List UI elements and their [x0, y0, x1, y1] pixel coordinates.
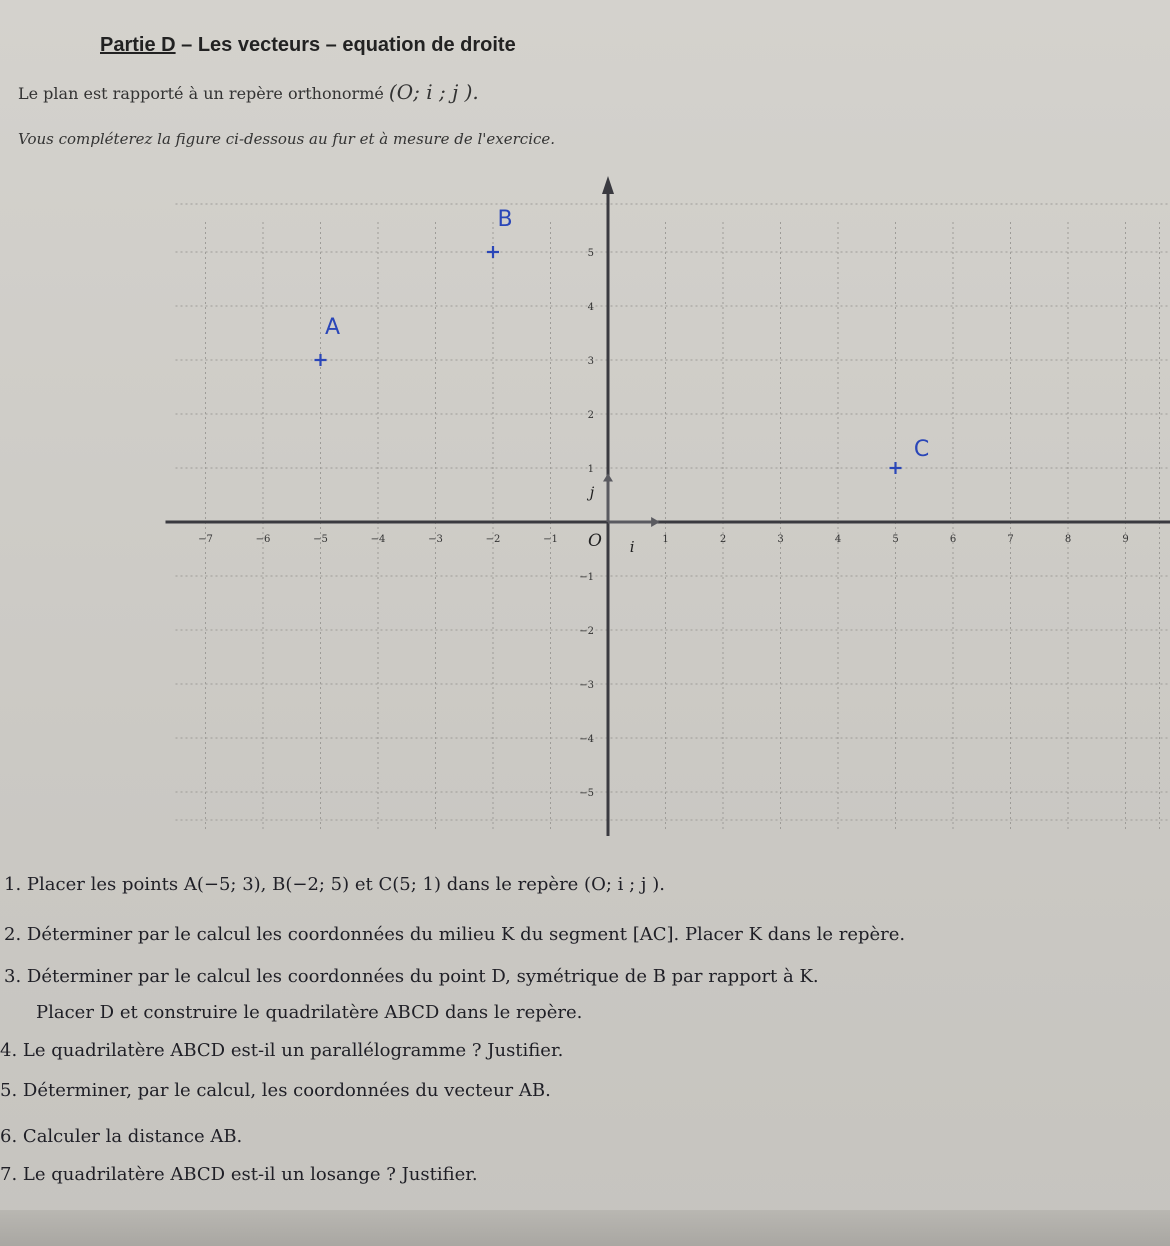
question-2 [4, 924, 905, 945]
y-tick-label: 2 [587, 410, 594, 421]
y-tick-label: −2 [579, 626, 594, 637]
question-3 [4, 966, 819, 987]
x-tick-label: −2 [485, 534, 501, 545]
y-tick-label: 4 [587, 302, 594, 313]
y-tick-label: −4 [579, 734, 594, 745]
point-a [315, 315, 341, 366]
y-tick-label: −1 [579, 572, 594, 583]
unit-i-label: i [629, 538, 635, 556]
question-number: 5. [0, 1080, 18, 1101]
grid [176, 204, 1170, 832]
question-text: Le quadrilatère ABCD est-il un losange ? Justifier. [22, 1164, 478, 1185]
x-tick-label: 8 [1064, 534, 1072, 545]
question-1 [4, 874, 665, 895]
point-b [487, 207, 513, 258]
question-number: 1. [4, 874, 22, 895]
question-6 [0, 1126, 242, 1147]
unit-vector-j-arrow-icon [603, 473, 613, 481]
point-label: B [497, 207, 513, 232]
y-axis-arrow-icon [602, 176, 614, 194]
x-tick-label: 9 [1122, 534, 1129, 545]
intro-line-1 [18, 80, 479, 104]
question-number: 2. [4, 924, 22, 945]
question-text: Placer les points A(−5; 3), B(−2; 5) et C(5; 1) dans le repère (O; i ; j ). [26, 874, 665, 895]
x-tick-label: 3 [777, 534, 784, 545]
plotted-points [315, 207, 930, 474]
question-text: Calculer la distance AB. [22, 1126, 243, 1147]
y-tick-label: 5 [587, 248, 594, 259]
title-text: – Les vecteurs – equation de droite [175, 34, 516, 56]
question-number: 4. [0, 1040, 18, 1061]
question-4 [0, 1040, 563, 1061]
y-tick-label: −5 [579, 788, 594, 799]
question-number: 7. [0, 1164, 18, 1185]
x-tick-label: 7 [1007, 534, 1014, 545]
page-bottom-shadow [0, 1210, 1170, 1246]
intro-line-2: Vous compléterez la figure ci-dessous au fur et à mesure de l'exercice. [18, 130, 556, 148]
origin-label: O [588, 531, 602, 551]
axes [166, 176, 1170, 836]
x-tick-label: −4 [370, 534, 386, 545]
question-text: Le quadrilatère ABCD est-il un parallélogramme ? Justifier. [22, 1040, 564, 1061]
question-number: 3. [4, 966, 22, 987]
frame-notation: (O; i ; j ). [388, 80, 479, 104]
question-text: Déterminer par le calcul les coordonnées du milieu K du segment [AC]. Placer K dans le repère. [26, 924, 906, 945]
y-tick-label: −3 [579, 680, 594, 691]
y-tick-label: 1 [587, 464, 594, 475]
x-tick-label: 1 [662, 534, 669, 545]
partie-label: Partie D [100, 34, 176, 56]
question-number: 6. [0, 1126, 18, 1147]
y-tick-label: 3 [587, 356, 594, 367]
x-tick-label: −7 [198, 534, 213, 545]
question-3-continued: Placer D et construire le quadrilatère ABCD dans le repère. [36, 1002, 583, 1023]
x-tick-label: 6 [949, 534, 957, 545]
x-tick-label: −3 [428, 534, 443, 545]
question-text: Déterminer par le calcul les coordonnées du point D, symétrique de B par rapport à K. [26, 966, 819, 987]
x-tick-label: −1 [543, 534, 558, 545]
point-label: A [324, 315, 341, 340]
question-text: Déterminer, par le calcul, les coordonnées du vecteur AB. [22, 1080, 551, 1101]
unit-vector-i-arrow-icon [651, 517, 660, 527]
intro-text: Le plan est rapporté à un repère orthonormé [18, 84, 384, 103]
x-tick-label: 5 [892, 534, 899, 545]
point-label: C [913, 437, 930, 462]
exercise-title [100, 34, 516, 57]
question-5 [0, 1080, 551, 1101]
x-tick-label: 2 [719, 534, 727, 545]
x-tick-label: −6 [255, 534, 271, 545]
x-tick-label: 4 [834, 534, 842, 545]
unit-j-label: j [589, 483, 595, 502]
coordinate-figure [0, 150, 1170, 860]
x-tick-label: −5 [313, 534, 328, 545]
question-7 [0, 1164, 478, 1185]
